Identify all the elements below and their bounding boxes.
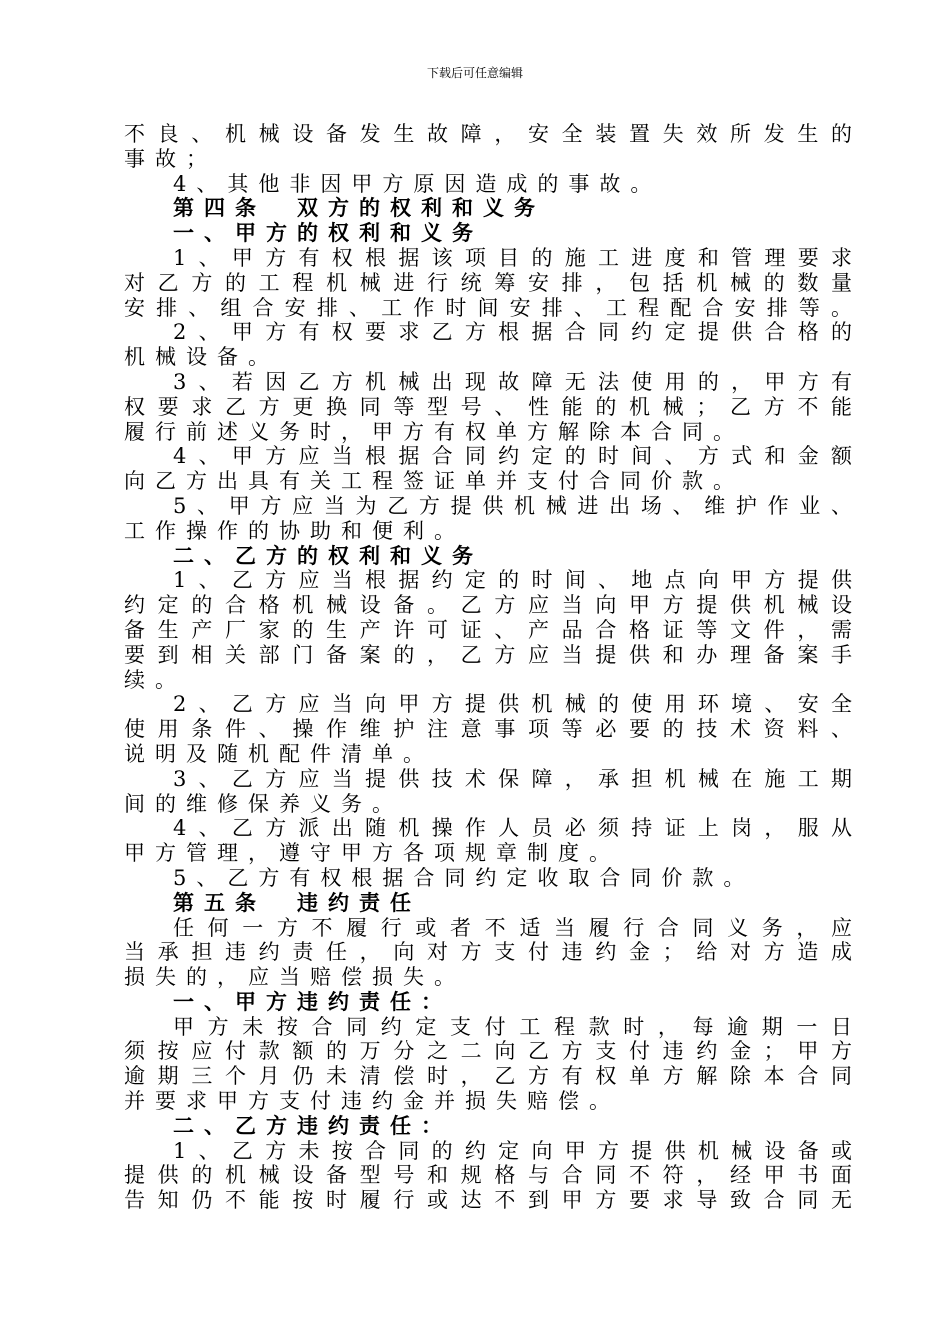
section-heading: 第五条 违约责任	[173, 889, 421, 915]
text-line: 4、甲方应当根据合同约定的时间、方式和金额	[173, 444, 852, 469]
text-line: 履行前述义务时，甲方有权单方解除本合同。	[124, 419, 744, 444]
text-line: 5、甲方应当为乙方提供机械进出场、维护作业、	[173, 493, 852, 518]
text-line: 任何一方不履行或者不适当履行合同义务，应	[173, 915, 852, 940]
text-line: 间的维修保养义务。	[124, 791, 403, 816]
text-line: 甲方未按合同约定支付工程款时，每逾期一日	[173, 1014, 852, 1039]
text-line: 损失的，应当赔偿损失。	[124, 965, 465, 990]
text-line: 甲方管理，遵守甲方各项规章制度。	[124, 841, 620, 866]
text-line: 要到相关部门备案的，乙方应当提供和办理备案手	[124, 642, 852, 667]
section-heading: 一、甲方的权利和义务	[173, 220, 483, 246]
text-line: 3、若因乙方机械出现故障无法使用的，甲方有	[173, 369, 852, 394]
text-line: 2、甲方有权要求乙方根据合同约定提供合格的	[173, 320, 852, 345]
text-line: 续。	[124, 667, 186, 692]
text-line: 并要求甲方支付违约金并损失赔偿。	[124, 1089, 620, 1114]
text-line: 安排、组合安排、工作时间安排、工程配合安排等。	[124, 295, 852, 320]
document-body	[124, 122, 852, 1213]
text-line: 向乙方出具有关工程签证单并支付合同价款。	[124, 469, 744, 494]
section-heading: 第四条 双方的权利和义务	[173, 195, 545, 221]
text-line: 1、甲方有权根据该项目的施工进度和管理要求	[173, 245, 852, 270]
text-line: 2、乙方应当向甲方提供机械的使用环境、安全	[173, 692, 852, 717]
text-line: 1、乙方未按合同的约定向甲方提供机械设备或	[173, 1138, 852, 1163]
section-heading: 二、乙方违约责任：	[173, 1112, 452, 1138]
text-line: 须按应付款额的万分之二向乙方支付违约金；甲方	[124, 1039, 852, 1064]
text-line: 提供的机械设备型号和规格与合同不符，经甲书面	[124, 1163, 852, 1188]
text-line: 备生产厂家的生产许可证、产品合格证等文件，需	[124, 617, 852, 642]
text-line: 3、乙方应当提供技术保障，承担机械在施工期	[173, 766, 852, 791]
text-line: 不良、机械设备发生故障，安全装置失效所发生的	[124, 122, 852, 146]
text-line: 4、乙方派出随机操作人员必须持证上岗，服从	[173, 816, 852, 841]
text-line: 对乙方的工程机械进行统筹安排，包括机械的数量	[124, 270, 852, 295]
section-heading: 二、乙方的权利和义务	[173, 542, 483, 568]
text-line: 工作操作的协助和便利。	[124, 518, 465, 543]
text-line: 告知仍不能按时履行或达不到甲方要求导致合同无	[124, 1188, 852, 1213]
page-header: 下载后可任意编辑	[426, 66, 523, 80]
text-line: 当承担违约责任，向对方支付违约金；给对方造成	[124, 940, 852, 965]
text-line: 使用条件、操作维护注意事项等必要的技术资料、	[124, 717, 852, 742]
text-line: 4、其他非因甲方原因造成的事故。	[173, 171, 662, 196]
text-line: 5、乙方有权根据合同约定收取合同价款。	[173, 865, 755, 890]
text-line: 权要求乙方更换同等型号、性能的机械；乙方不能	[124, 394, 852, 419]
text-line: 逾期三个月仍未清偿时，乙方有权单方解除本合同	[124, 1064, 852, 1089]
text-line: 说明及随机配件清单。	[124, 741, 434, 766]
text-line: 事故；	[124, 146, 217, 171]
text-line: 1、乙方应当根据约定的时间、地点向甲方提供	[173, 568, 852, 593]
section-heading: 一、甲方违约责任：	[173, 988, 452, 1014]
text-line: 约定的合格机械设备。乙方应当向甲方提供机械设	[124, 593, 852, 618]
text-line: 机械设备。	[124, 345, 279, 370]
